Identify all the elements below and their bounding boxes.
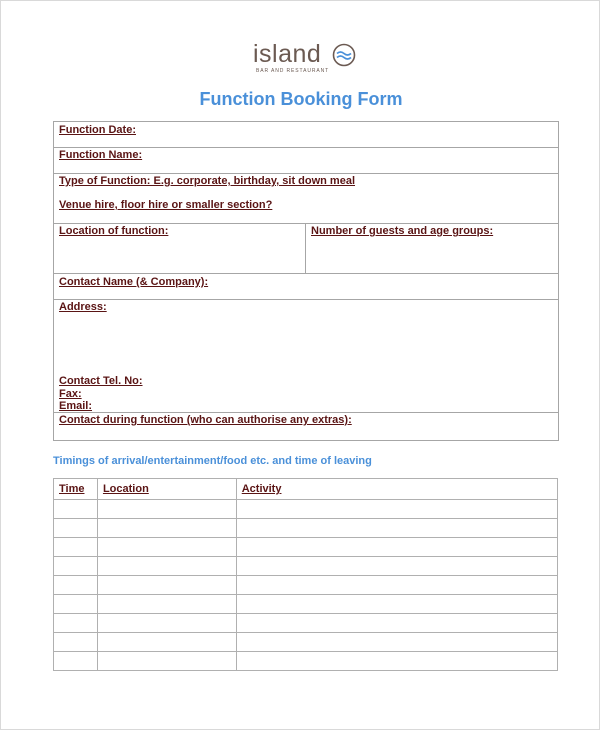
time-cell[interactable]	[54, 519, 98, 538]
schedule-row	[54, 576, 558, 595]
activity-cell[interactable]	[236, 538, 557, 557]
time-cell[interactable]	[54, 614, 98, 633]
function-type-label: Type of Function: E.g. corporate, birthday, sit down meal	[59, 175, 356, 187]
activity-cell[interactable]	[236, 500, 557, 519]
wave-logo-icon	[332, 43, 356, 67]
schedule-row	[54, 519, 558, 538]
contact-during-function-field[interactable]	[53, 412, 559, 441]
venue-hire-label: Venue hire, floor hire or smaller section?	[59, 199, 273, 211]
function-date-field[interactable]	[53, 121, 559, 148]
contact-tel-label: Contact Tel. No:	[59, 375, 143, 387]
function-name-label: Function Name:	[59, 149, 143, 161]
schedule-row	[54, 633, 558, 652]
contact-name-label: Contact Name (& Company):	[59, 276, 209, 288]
location-cell[interactable]	[97, 538, 236, 557]
location-cell[interactable]	[97, 614, 236, 633]
fax-label: Fax:	[59, 388, 82, 400]
activity-cell[interactable]	[236, 557, 557, 576]
time-cell[interactable]	[54, 500, 98, 519]
location-cell[interactable]	[97, 652, 236, 671]
time-column-header: Time	[54, 479, 98, 500]
activity-column-header: Activity	[236, 479, 557, 500]
location-label: Location of function:	[59, 225, 169, 237]
activity-cell[interactable]	[236, 633, 557, 652]
schedule-row	[54, 557, 558, 576]
activity-cell[interactable]	[236, 576, 557, 595]
time-cell[interactable]	[54, 633, 98, 652]
location-cell[interactable]	[97, 500, 236, 519]
activity-cell[interactable]	[236, 595, 557, 614]
schedule-table	[53, 478, 558, 671]
location-column-header: Location	[97, 479, 236, 500]
logo-tagline: BAR AND RESTAURANT	[256, 68, 330, 74]
schedule-row	[54, 595, 558, 614]
function-date-label: Function Date:	[59, 124, 136, 136]
schedule-row	[54, 538, 558, 557]
form-title: Function Booking Form	[199, 89, 403, 109]
time-cell[interactable]	[54, 538, 98, 557]
guests-field[interactable]	[305, 223, 559, 274]
contact-name-field[interactable]	[53, 273, 559, 300]
location-cell[interactable]	[97, 576, 236, 595]
time-cell[interactable]	[54, 557, 98, 576]
timings-heading: Timings of arrival/entertainment/food etc. and time of leaving	[53, 455, 372, 467]
function-name-field[interactable]	[53, 147, 559, 174]
island-logo	[253, 39, 363, 79]
address-field[interactable]	[53, 299, 559, 413]
activity-cell[interactable]	[236, 519, 557, 538]
function-type-field[interactable]	[53, 173, 559, 224]
activity-cell[interactable]	[236, 652, 557, 671]
time-cell[interactable]	[54, 595, 98, 614]
email-label: Email:	[59, 400, 93, 412]
schedule-row	[54, 652, 558, 671]
location-cell[interactable]	[97, 557, 236, 576]
schedule-row	[54, 500, 558, 519]
schedule-header-row	[54, 479, 558, 500]
guests-label: Number of guests and age groups:	[311, 225, 494, 237]
location-cell[interactable]	[97, 595, 236, 614]
activity-cell[interactable]	[236, 614, 557, 633]
location-field[interactable]	[53, 223, 306, 274]
contact-during-function-label: Contact during function (who can authorise any extras):	[59, 414, 352, 426]
time-cell[interactable]	[54, 652, 98, 671]
address-label: Address:	[59, 301, 107, 313]
time-cell[interactable]	[54, 576, 98, 595]
location-cell[interactable]	[97, 633, 236, 652]
location-cell[interactable]	[97, 519, 236, 538]
logo-wordmark: island	[253, 40, 322, 68]
schedule-row	[54, 614, 558, 633]
